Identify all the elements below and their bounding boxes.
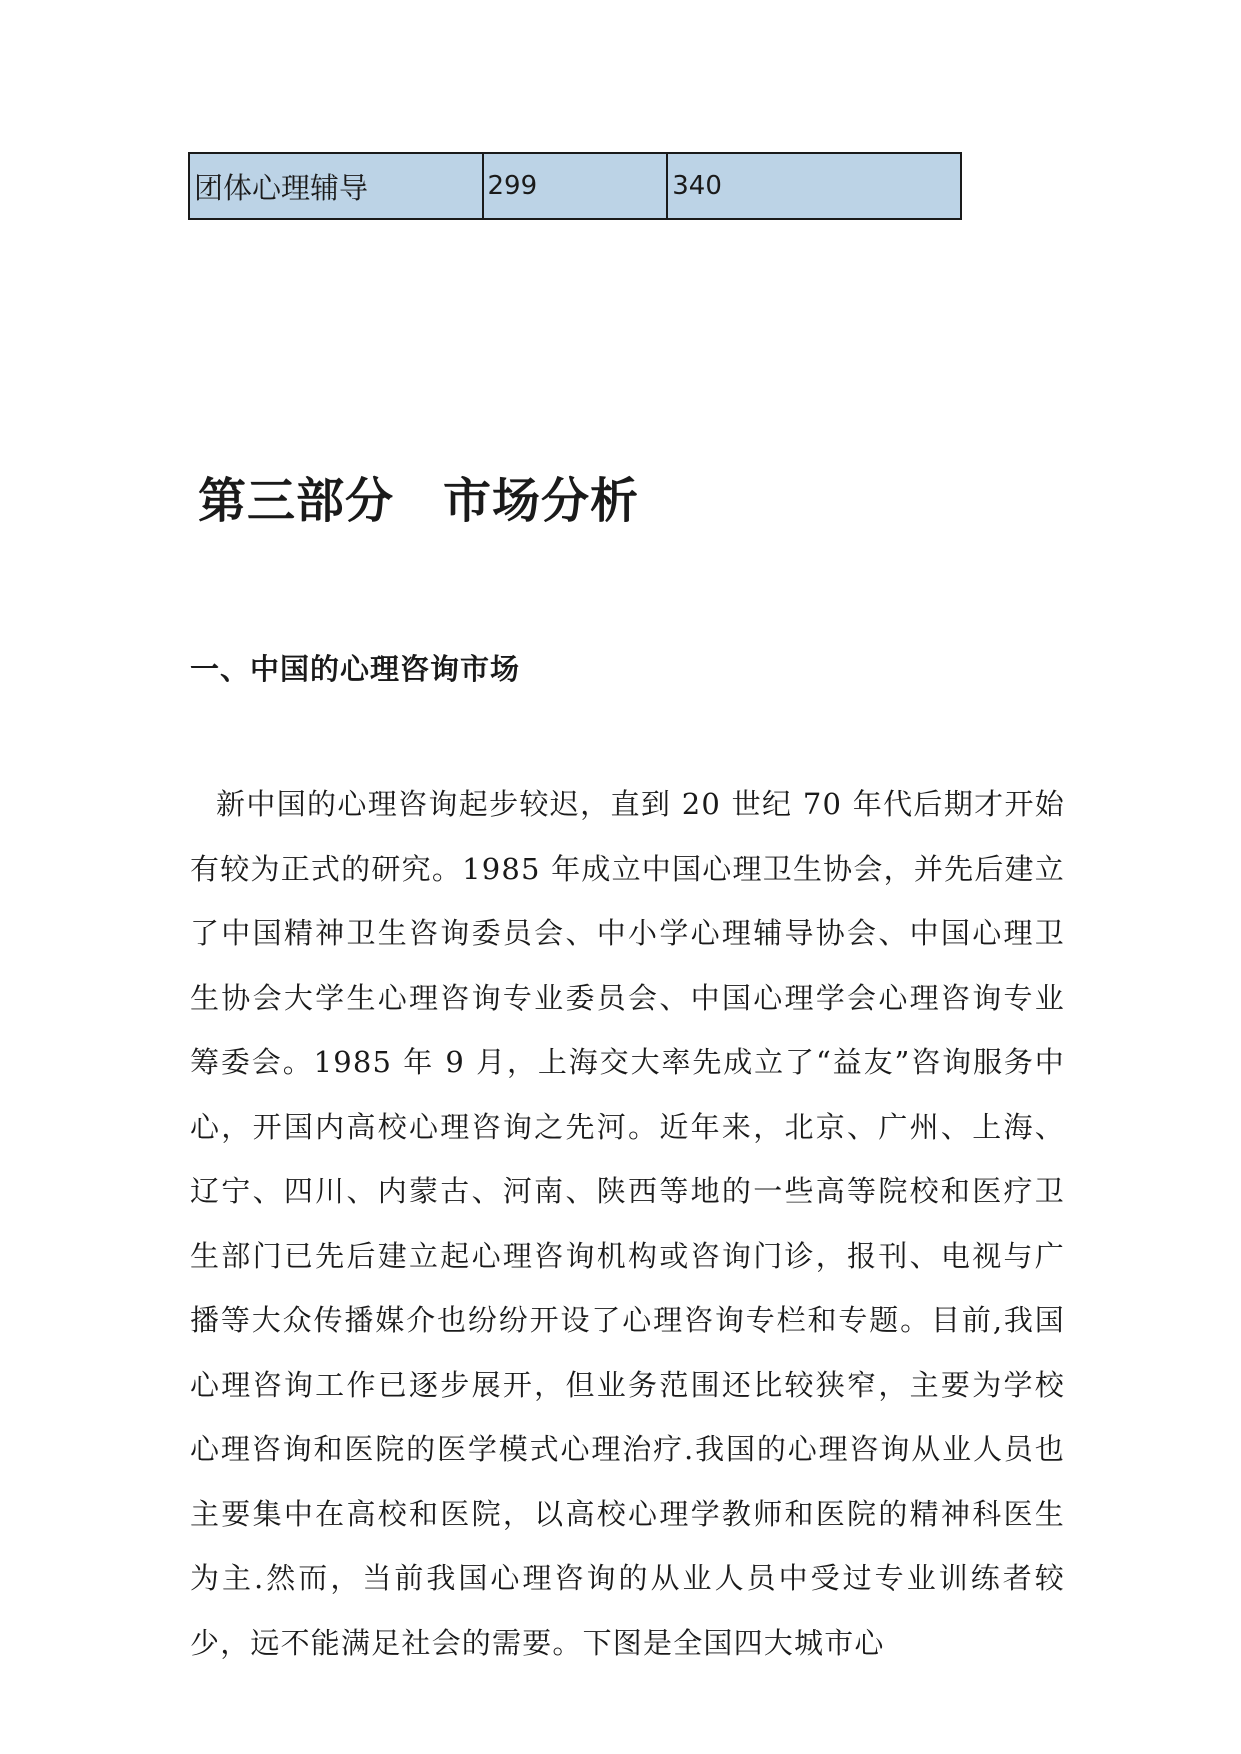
table-cell-service: 团体心理辅导 xyxy=(189,153,483,219)
table-row xyxy=(189,153,961,219)
section-title: 第三部分 市场分析 xyxy=(198,473,640,529)
body-paragraph: 新中国的心理咨询起步较迟，直到 20 世纪 70 年代后期才开始有较为正式的研究。1985 年成立中国心理卫生协会，并先后建立了中国精神卫生咨询委员会、中小学心理辅导协会、中国心理卫生协会大学生心理咨询专业委员会、中国心理学会心理咨询专业筹委会。1985 年 9 月，上海交大率先成立了“益友”咨询服务中心，开国内高校心理咨询之先河。近年来，北京、广州、上海、辽宁、四川、内蒙古、河南、陕西等地的一些高等院校和医疗卫生部门已先后建立起心理咨询机构或咨询门诊，报刊、电视与广播等大众传播媒介也纷纷开设了心理咨询专栏和专题。目前,我国心理咨询工作已逐步展开，但业务范围还比较狭窄，主要为学校心理咨询和医院的医学模式心理治疗.我国的心理咨询从业人员也主要集中在高校和医院，以高校心理学教师和医院的精神科医生为主.然而，当前我国心理咨询的从业人员中受过专业训练者较少，远不能满足社会的需要。下图是全国四大城市心 xyxy=(190,787,1065,1660)
service-price-table xyxy=(188,152,962,220)
table-cell-value-a: 299 xyxy=(483,153,668,219)
table-cell-value-b: 340 xyxy=(667,153,961,219)
subheading: 一、中国的心理咨询市场 xyxy=(190,652,521,686)
